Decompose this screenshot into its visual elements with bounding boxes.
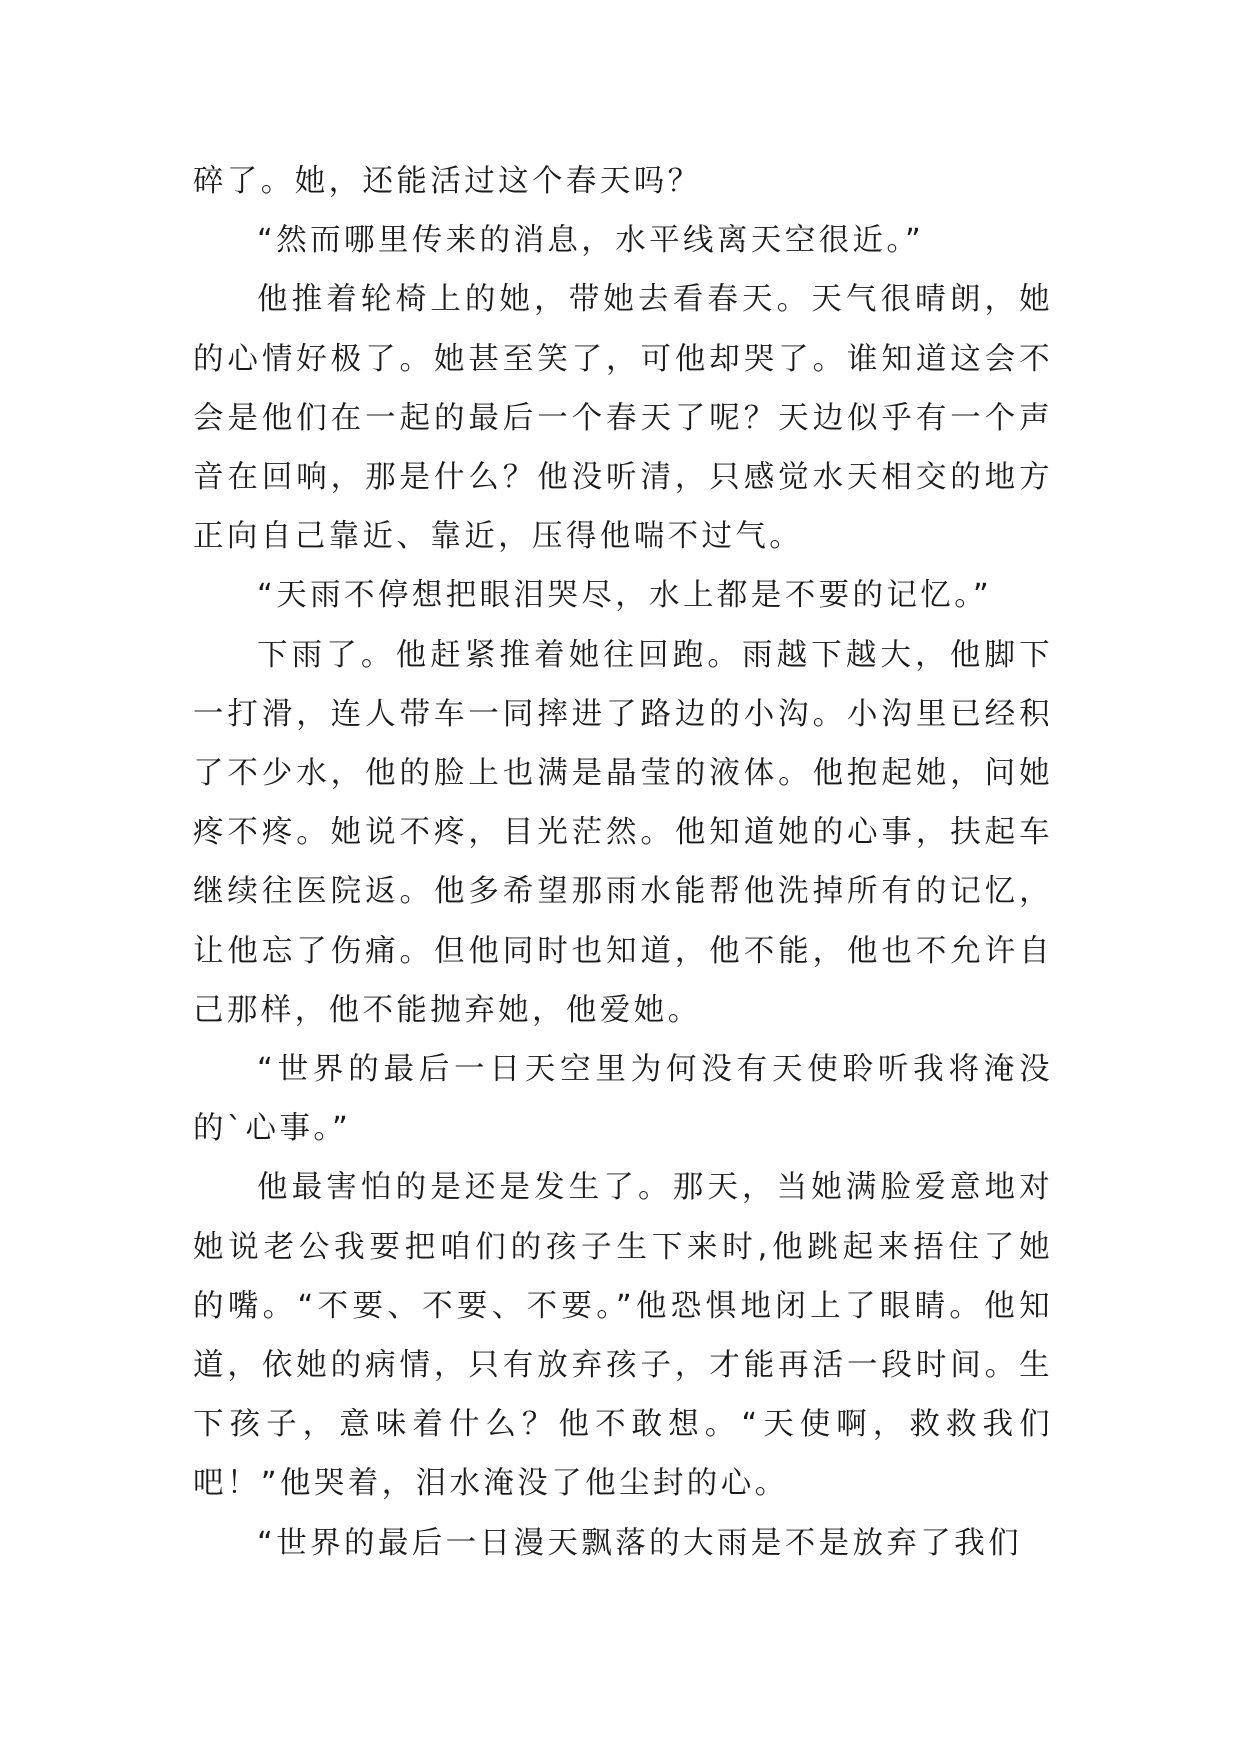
paragraph-1: 碎了。她，还能活过这个春天吗？ — [193, 164, 702, 199]
paragraph-6-lyric: “世界的最后一日天空里为何没有天使聆听我将淹没的`心事。” — [193, 1052, 1053, 1147]
paragraph-4-lyric: “天雨不停想把眼泪哭尽，水上都是不要的记忆。” — [257, 578, 993, 614]
paragraph-3: 他推着轮椅上的她，带她去看春天。天气很晴朗，她的心情好极了。她甚至笑了，可他却哭了。谁知道这会不会是他们在一起的最后一个春天了呢？天边似乎有一个声音在回响，那是什么？他没听清，只感觉水天相交的地方正向自己靠近、靠近，压得他喘不过气。 — [193, 282, 1053, 555]
paragraph-2-lyric: “然而哪里传来的消息，水平线离天空很近。” — [257, 223, 925, 259]
paragraph-5: 下雨了。他赶紧推着她往回跑。雨越下越大，他脚下一打滑，连人带车一同摔进了路边的小沟。小沟里已经积了不少水，他的脸上也满是晶莹的液体。他抱起她，问她疼不疼。她说不疼，目光茫然。他知道她的心事，扶起车继续往医院返。他多希望那雨水能帮他洗掉所有的记忆，让他忘了伤痛。但他同时也知道，他不能，他也不允许自己那样，他不能抛弃她，他爱她。 — [193, 637, 1053, 1028]
paragraph-7: 他最害怕的是还是发生了。那天，当她满脸爱意地对她说老公我要把咱们的孩子生下来时,他跳起来捂住了她的嘴。“不要、不要、不要。”他恐惧地闭上了眼睛。他知道，依她的病情，只有放弃孩子，才能再活一段时间。生下孩子，意味着什么？他不敢想。“天使啊，救救我们吧！”他哭着，泪水淹没了他尘封的心。 — [193, 1170, 1053, 1502]
document-body — [193, 152, 1053, 1573]
paragraph-8-lyric: “世界的最后一日漫天飘落的大雨是不是放弃了我们 — [257, 1525, 1022, 1561]
